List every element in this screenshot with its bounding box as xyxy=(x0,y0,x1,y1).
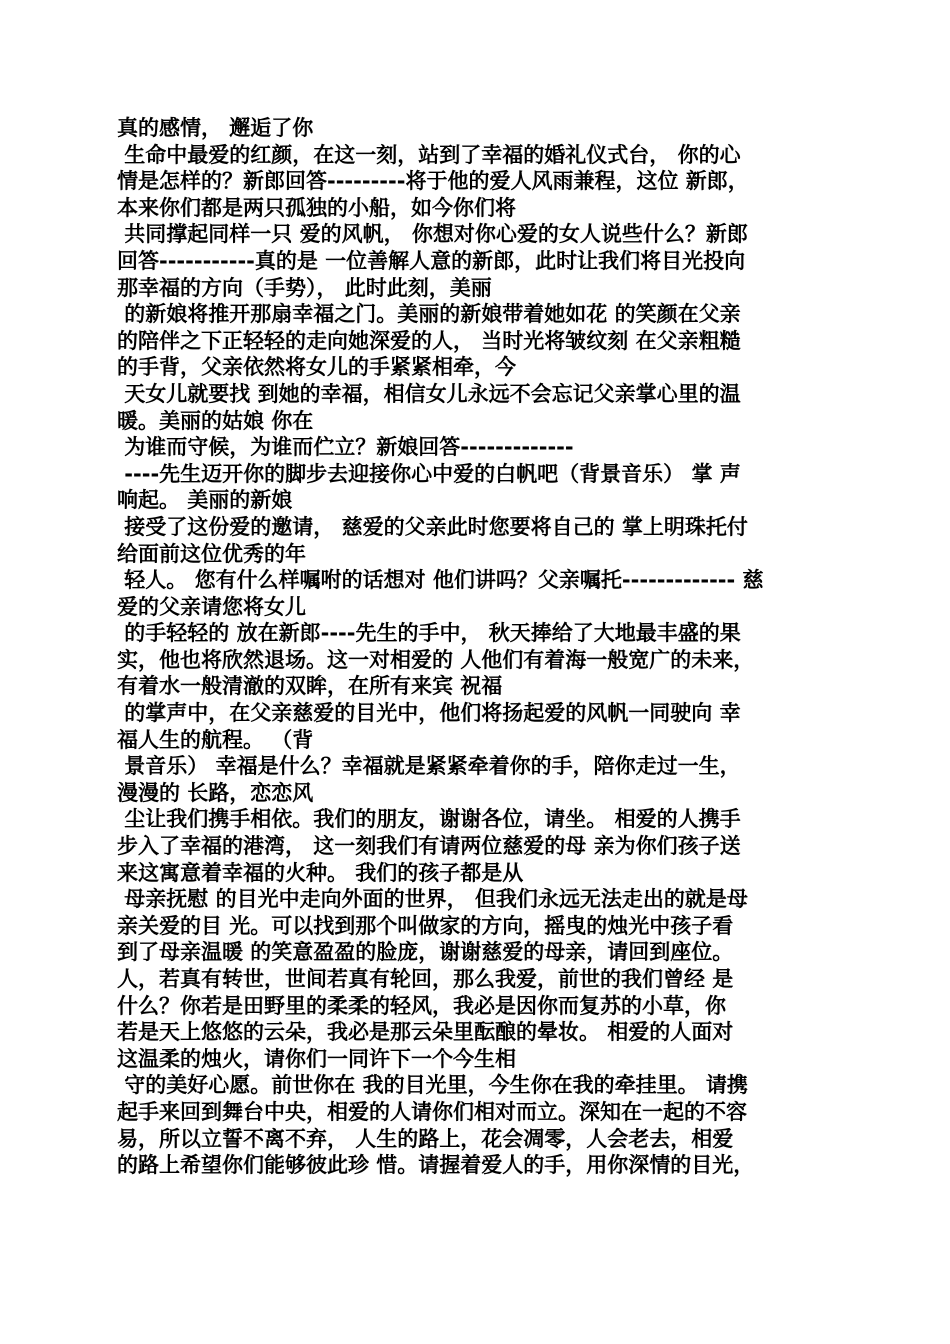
text-line: 实，他也将欣然退场。这一对相爱的 人他们有着海一般宽广的未来， xyxy=(117,647,755,672)
text-line: 步入了幸福的港湾， 这一刻我们有请两位慈爱的母 亲为你们孩子送 xyxy=(117,834,741,859)
text-line: 生命中最爱的红颜，在这一刻，站到了幸福的婚礼仪式台， 你的心 xyxy=(117,142,741,167)
text-line: 的手背，父亲依然将女儿的手紧紧相牵，今 xyxy=(117,355,516,380)
text-line: 漫漫的 长路，恋恋风 xyxy=(117,780,314,805)
text-line: 易，所以立誓不离不弃， 人生的路上，花会凋零，人会老去，相爱 xyxy=(117,1126,734,1151)
text-line: 亲关爱的目 光。可以找到那个叫做家的方向，摇曳的烛光中孩子看 xyxy=(117,913,734,938)
text-line: 本来你们都是两只孤独的小船，如今你们将 xyxy=(117,195,516,220)
text-line: 天女儿就要找 到她的幸福，相信女儿永远不会忘记父亲掌心里的温 xyxy=(117,381,741,406)
text-line: 的陪伴之下正轻轻的走向她深爱的人， 当时光将皱纹刻 在父亲粗糙 xyxy=(117,328,741,353)
text-line: ----先生迈开你的脚步去迎接你心中爱的白帆吧（背景音乐） 掌 声 xyxy=(117,461,741,486)
text-line: 到了母亲温暖 的笑意盈盈的脸庞，谢谢慈爱的母亲，请回到座位。 xyxy=(117,940,734,965)
text-line: 的掌声中，在父亲慈爱的目光中，他们将扬起爱的风帆一同驶向 幸 xyxy=(117,701,741,726)
text-line: 的手轻轻的 放在新郎----先生的手中， 秋天捧给了大地最丰盛的果 xyxy=(117,621,741,646)
text-line: 起手来回到舞台中央，相爱的人请你们相对而立。深知在一起的不容 xyxy=(117,1099,747,1124)
text-line: 尘让我们携手相依。我们的朋友，谢谢各位，请坐。 相爱的人携手 xyxy=(117,807,741,832)
text-line: 那幸福的方向（手势）， 此时此刻，美丽 xyxy=(117,275,492,300)
text-line: 轻人。 您有什么样嘱咐的话想对 他们讲吗？父亲嘱托------------- 慈 xyxy=(117,568,764,593)
text-line: 共同撑起同样一只 爱的风帆， 你想对你心爱的女人说些什么？新郎 xyxy=(117,222,748,247)
text-line: 福人生的航程。 （背 xyxy=(117,727,314,752)
text-line: 给面前这位优秀的年 xyxy=(117,541,306,566)
text-line: 回答-----------真的是 一位善解人意的新郎，此时让我们将目光投向 xyxy=(117,248,746,273)
text-line: 母亲抚慰 的目光中走向外面的世界， 但我们永远无法走出的就是母 xyxy=(117,887,748,912)
text-line: 为谁而守候，为谁而伫立？新娘回答------------- xyxy=(117,435,574,460)
text-line: 有着水一般清澈的双眸，在所有来宾 祝福 xyxy=(117,674,503,699)
text-line: 情是怎样的？新郎回答---------将于他的爱人风雨兼程，这位 新郎， xyxy=(117,169,749,194)
text-line: 爱的父亲请您将女儿 xyxy=(117,594,306,619)
text-line: 接受了这份爱的邀请， 慈爱的父亲此时您要将自己的 掌上明珠托付 xyxy=(117,514,748,539)
text-line: 这温柔的烛火，请你们一同许下一个今生相 xyxy=(117,1046,516,1071)
body-text xyxy=(117,115,839,1179)
text-line: 若是天上悠悠的云朵，我必是那云朵里酝酿的晕妆。 相爱的人面对 xyxy=(117,1020,734,1045)
text-line: 人，若真有转世，世间若真有轮回，那么我爱，前世的我们曾经 是 xyxy=(117,967,734,991)
text-line: 什么？你若是田野里的柔柔的轻风，我必是因你而复苏的小草，你 xyxy=(117,993,726,1018)
text-line: 来这寓意着幸福的火种。 我们的孩子都是从 xyxy=(117,860,524,885)
text-line: 的新娘将推开那扇幸福之门。美丽的新娘带着她如花 的笑颜在父亲 xyxy=(117,302,741,327)
text-line: 响起。 美丽的新娘 xyxy=(117,488,293,513)
text-line: 景音乐） 幸福是什么？幸福就是紧紧牵着你的手，陪你走过一生， xyxy=(117,754,741,779)
text-line: 真的感情， 邂逅了你 xyxy=(117,116,314,140)
text-line: 的路上希望你们能够彼此珍 惜。请握着爱人的手，用你深情的目光， xyxy=(117,1153,755,1178)
text-line: 暖。美丽的姑娘 你在 xyxy=(117,408,314,433)
text-line: 守的美好心愿。前世你在 我的目光里，今生你在我的牵挂里。 请携 xyxy=(117,1073,748,1098)
